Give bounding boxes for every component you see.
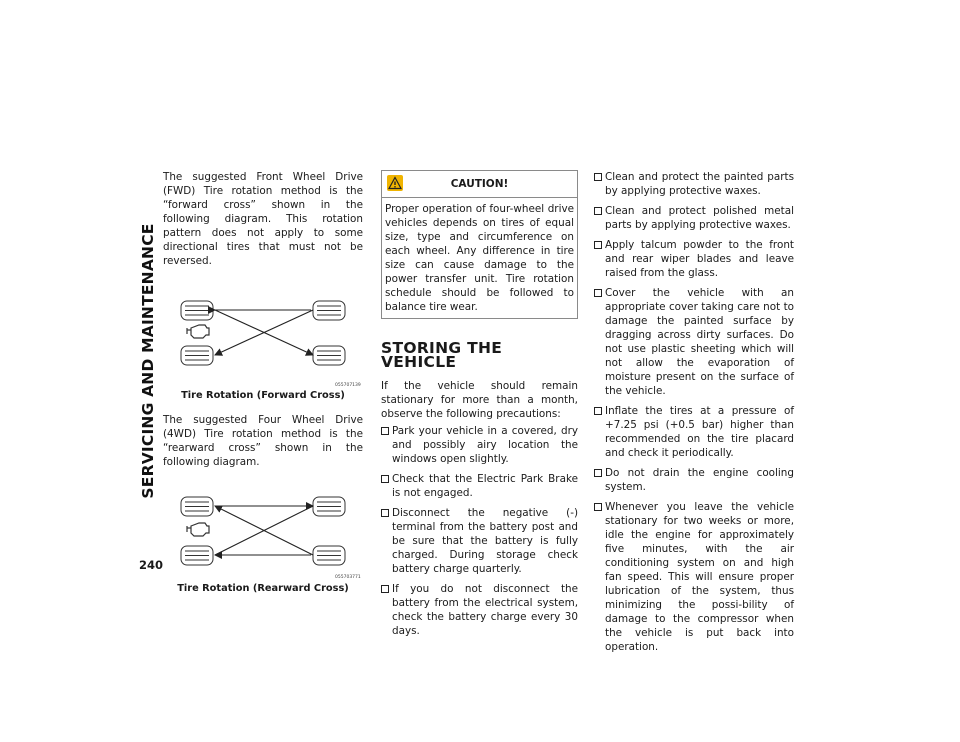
figure-caption: Tire Rotation (Rearward Cross) <box>177 583 349 594</box>
checkbox-bullet-icon <box>594 207 602 215</box>
column-middle <box>381 170 578 644</box>
checkbox-bullet-icon <box>381 585 389 593</box>
figure-id: 055707139 <box>335 383 361 388</box>
checkbox-bullet-icon <box>381 427 389 435</box>
checkbox-bullet-icon <box>594 503 602 511</box>
caution-box <box>381 170 578 319</box>
storing-list-right <box>594 170 794 654</box>
column-left <box>163 170 363 596</box>
storing-intro: If the vehicle should remain stationary for more than a month, observe the following precautions: <box>381 380 578 420</box>
page-number: 240 <box>139 558 164 572</box>
forward-cross-diagram <box>163 298 363 388</box>
section-heading: STORING THE VEHICLE <box>381 339 503 371</box>
list-item: Whenever you leave the vehicle stationary for two weeks or more, idle the engine for approximately five minutes, with the air conditioning system on and high fan speed. This will ensure proper lubrication of the system, thus minimizing the possi-bility of damage to the compressor when the vehicle is put back into operation. <box>594 500 794 654</box>
section-tab <box>137 168 159 553</box>
4wd-rotation-paragraph: The suggested Four Wheel Drive (4WD) Tire rotation method is the “rearward cross” shown in the following diagram. <box>163 414 363 468</box>
list-item: Inflate the tires at a pressure of +7.25 psi (+0.5 bar) higher than recommended on the tire placard and check it periodically. <box>594 404 794 460</box>
figure-id: 055703771 <box>335 575 361 580</box>
storing-list-middle <box>381 424 578 638</box>
list-item: Check that the Electric Park Brake is not engaged. <box>381 472 578 500</box>
caution-text: Proper operation of four-wheel drive vehicles depends on tires of equal size, type and circumference on each wheel. Any difference in tire size can cause damage to the power transfer unit. Tire rotation schedule should be followed to balance tire wear. <box>385 203 574 313</box>
tire-front-right <box>313 301 345 320</box>
list-item: Cover the vehicle with an appropriate cover taking care not to damage the painted surface by dragging across dirty surfaces. Do not use plastic sheeting which will not allow the evaporation of moisture present on the surface of the vehicle. <box>594 286 794 398</box>
tire-rear-left <box>181 546 213 565</box>
section-tab-label: SERVICING AND MAINTENANCE <box>139 222 157 499</box>
figure-forward-cross <box>163 298 363 403</box>
figure-caption: Tire Rotation (Forward Cross) <box>181 390 345 401</box>
column-right <box>594 170 794 660</box>
rearward-cross-diagram <box>163 491 363 581</box>
checkbox-bullet-icon <box>381 509 389 517</box>
checkbox-bullet-icon <box>594 289 602 297</box>
caution-title: CAUTION! <box>450 178 509 190</box>
list-item: If you do not disconnect the battery from the electrical system, check the battery charge every 30 days. <box>381 582 578 638</box>
list-item: Clean and protect the painted parts by applying protective waxes. <box>594 170 794 198</box>
checkbox-bullet-icon <box>594 241 602 249</box>
engine-icon <box>187 523 209 536</box>
tire-front-left <box>181 301 213 320</box>
list-item: Do not drain the engine cooling system. <box>594 466 794 494</box>
fwd-rotation-paragraph: The suggested Front Wheel Drive (FWD) Tire rotation method is the “forward cross” shown in the following diagram. This rotation pattern does not apply to some directional tires that must not be reversed. <box>163 171 363 267</box>
warning-icon <box>387 175 403 191</box>
tire-rear-left <box>181 346 213 365</box>
list-item: Park your vehicle in a covered, dry and possibly airy location the windows open slightly. <box>381 424 578 466</box>
checkbox-bullet-icon <box>594 173 602 181</box>
tire-front-left <box>181 497 213 516</box>
figure-rearward-cross <box>163 491 363 596</box>
tire-rear-right <box>313 346 345 365</box>
tire-rear-right <box>313 546 345 565</box>
checkbox-bullet-icon <box>594 469 602 477</box>
engine-icon <box>187 325 209 338</box>
list-item: Disconnect the negative (-) terminal from the battery post and be sure that the battery is fully charged. During storage check battery charge quarterly. <box>381 506 578 576</box>
tire-front-right <box>313 497 345 516</box>
list-item: Apply talcum powder to the front and rear wiper blades and leave raised from the glass. <box>594 238 794 280</box>
list-item: Clean and protect polished metal parts by applying protective waxes. <box>594 204 794 232</box>
checkbox-bullet-icon <box>594 407 602 415</box>
checkbox-bullet-icon <box>381 475 389 483</box>
caution-header <box>382 171 577 198</box>
